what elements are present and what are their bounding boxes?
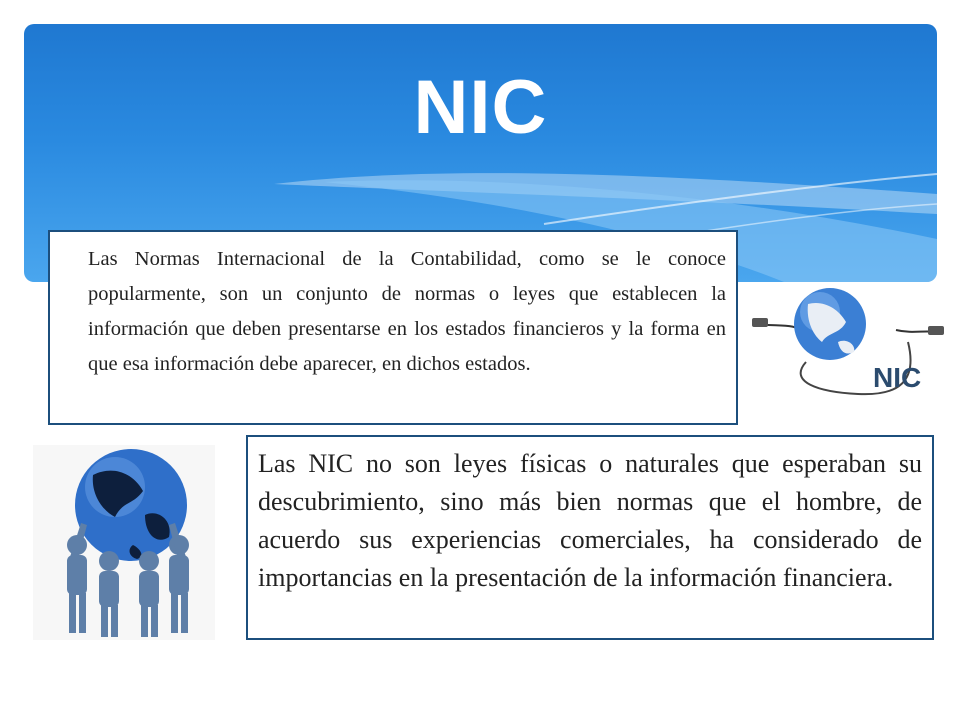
definition-text-box [48,230,738,425]
definition-paragraph: Las Normas Internacional de la Contabilidad, como se le conoce popularmente, son un conjunto de normas o leyes que establecen la información que deben presentarse en los estados financieros y la forma en que esa información debe aparecer, en dichos estados. [88,248,726,375]
slide-title: NIC [413,65,548,150]
people-holding-globe-icon [33,445,215,640]
explanation-paragraph: Las NIC no son leyes físicas o naturales que esperaban su descubrimiento, sino más bien normas que el hombre, de acuerdo sus experiencias comerciales, ha considerado de importancias en la presentación de la información financiera. [258,449,922,592]
nic-logo-text: NIC [873,362,922,393]
explanation-text-box [246,435,934,640]
